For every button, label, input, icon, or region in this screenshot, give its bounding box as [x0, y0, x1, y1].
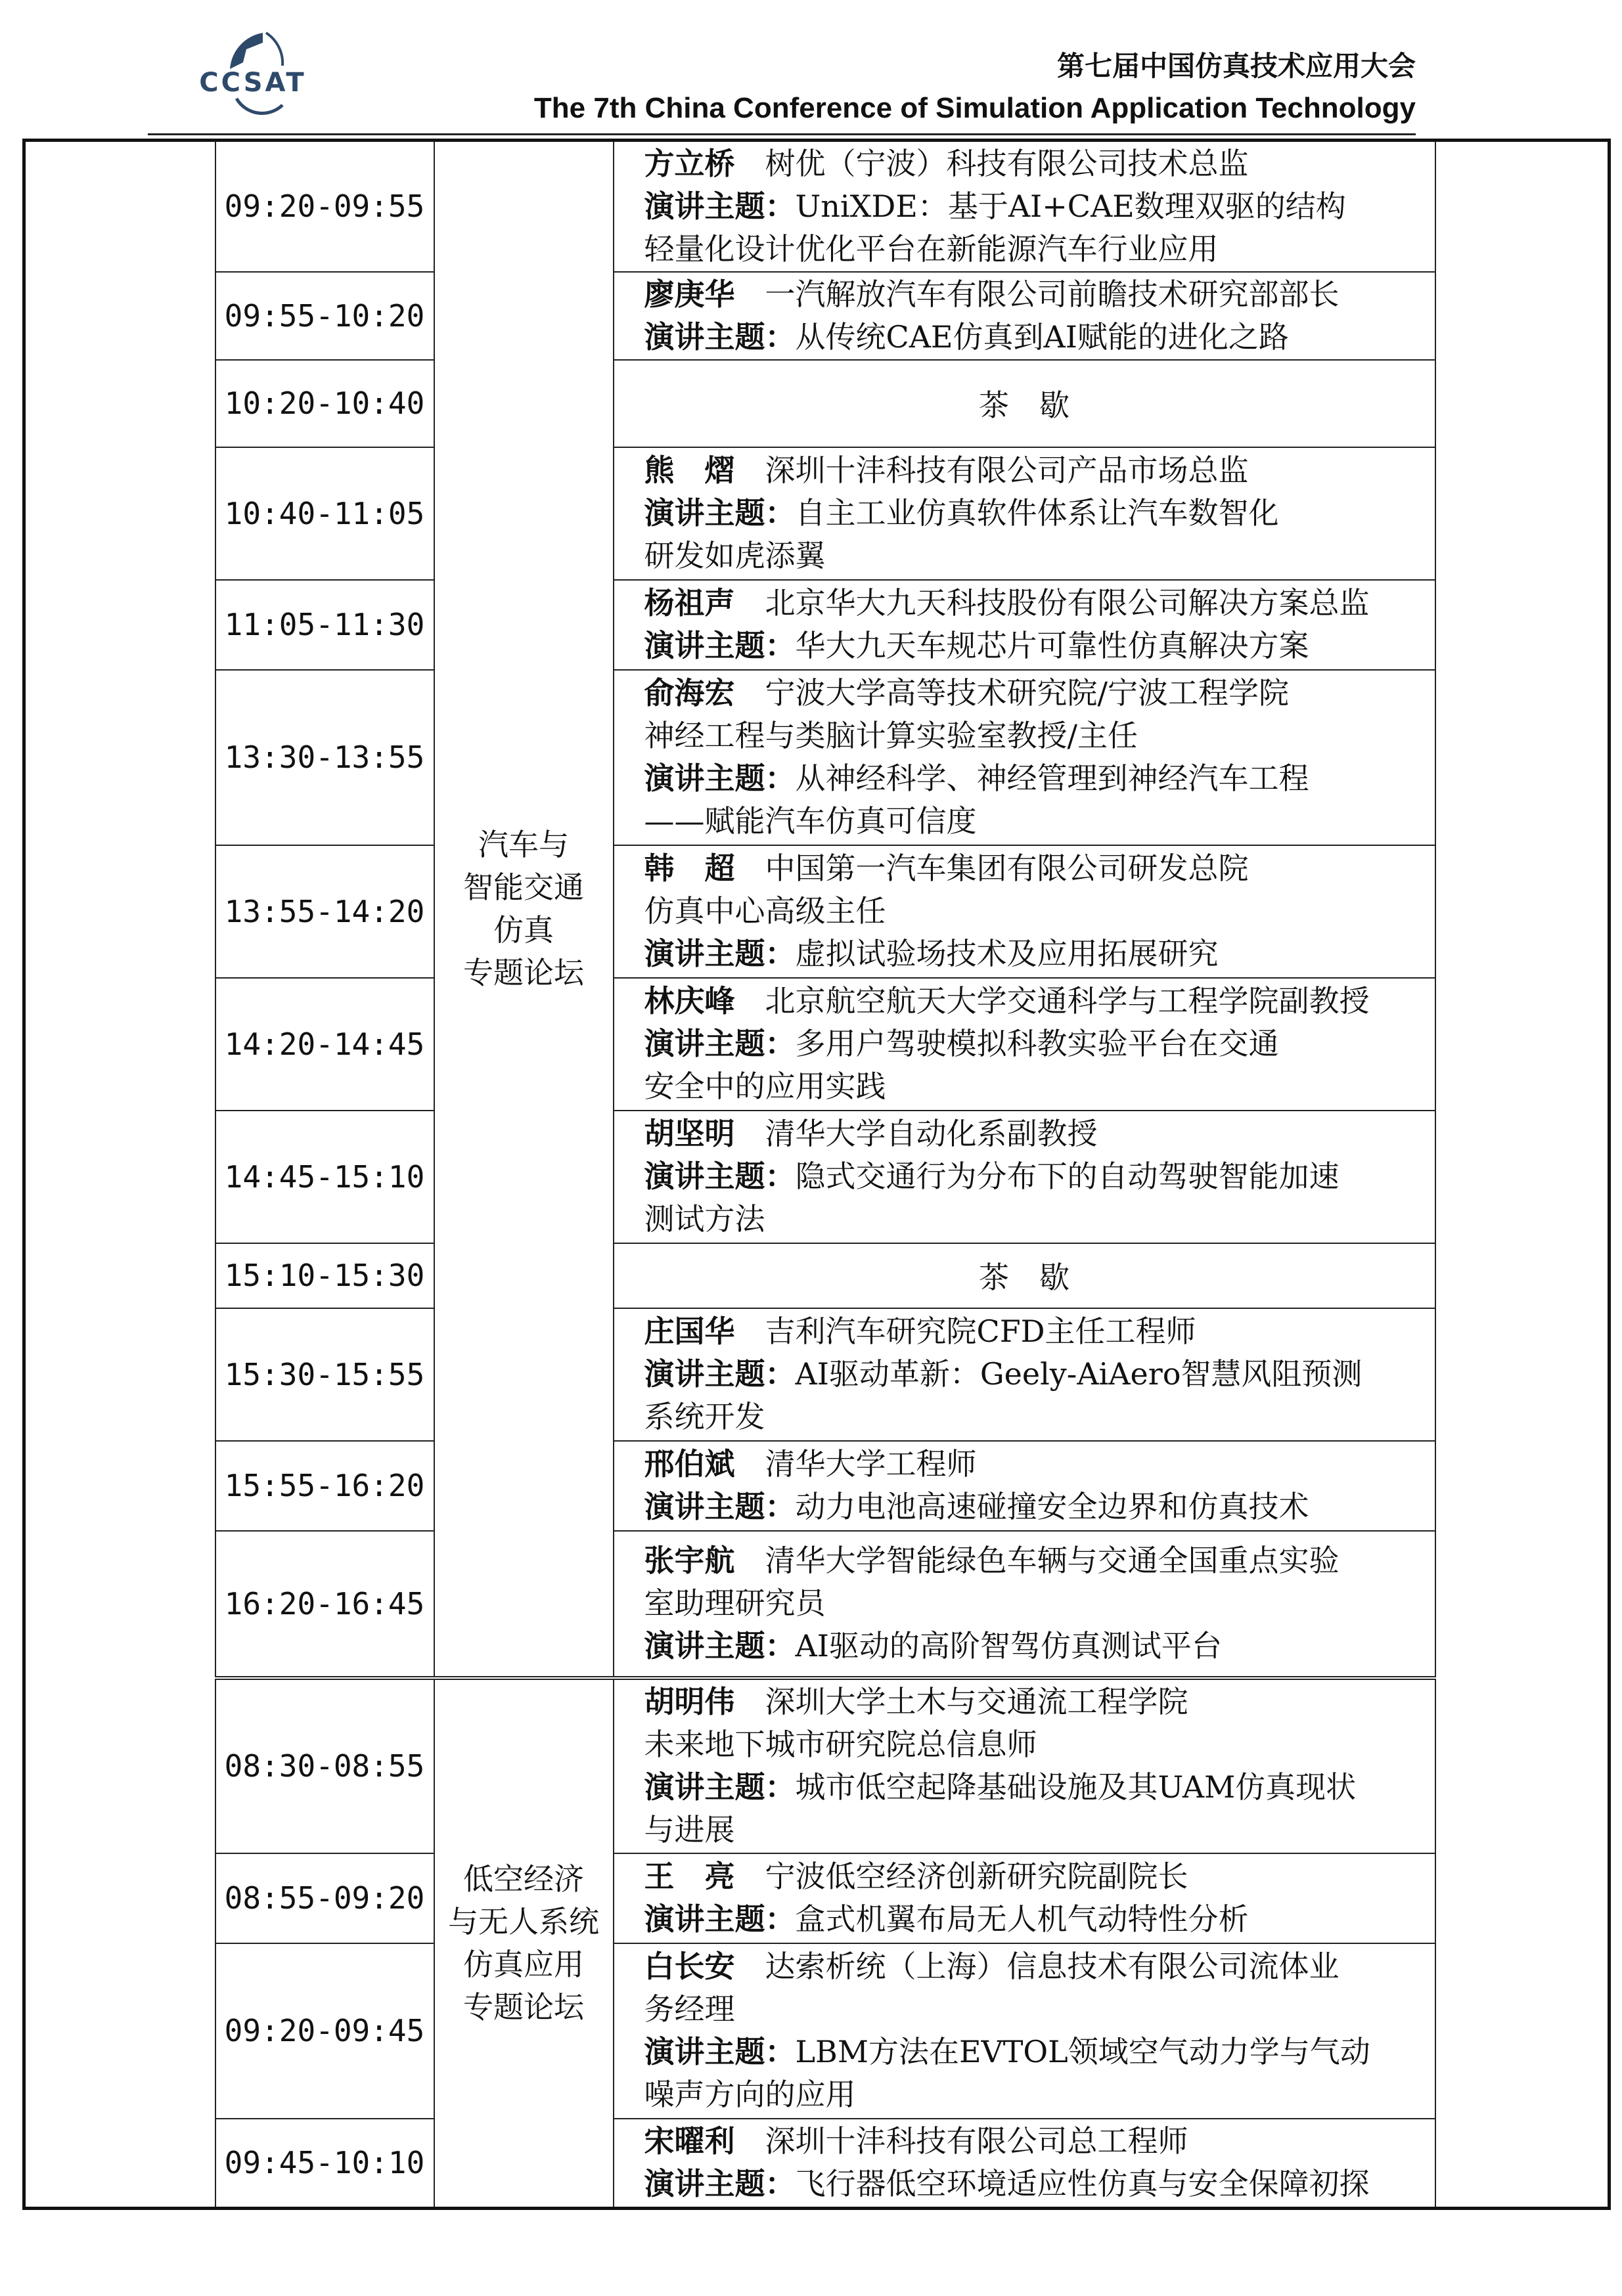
- forum-topic-line: 汽车与: [478, 826, 569, 862]
- table-row: [24, 1853, 1610, 1943]
- talk-text: 神经工程与类脑计算实验室教授/主任: [644, 718, 1138, 753]
- table-row: [24, 141, 1610, 272]
- ccsat-logo: [184, 30, 322, 115]
- talk-text: 自主工业仿真软件体系让汽车数智化: [795, 495, 1279, 531]
- talk-line: [644, 800, 1422, 843]
- speaker-affiliation: 深圳十沣科技有限公司总工程师: [765, 2123, 1188, 2159]
- talk-cell: [614, 1308, 1435, 1441]
- talk-line: [644, 672, 1422, 715]
- time-cell: 09:45-10:10: [215, 2119, 434, 2209]
- time-cell: 16:20-16:45: [215, 1531, 434, 1678]
- talk-text: 虚拟试验场技术及应用拓展研究: [795, 936, 1219, 971]
- talk-cell: [614, 1853, 1435, 1943]
- speaker-affiliation: 中国第一汽车集团有限公司研发总院: [765, 850, 1249, 886]
- speaker-name: 张宇航: [644, 1543, 735, 1578]
- talk-line: [644, 535, 1422, 577]
- talk-line: [644, 273, 1422, 316]
- talk-line: [644, 1988, 1422, 2031]
- time-cell: 08:30-08:55: [215, 1678, 434, 1853]
- talk-text: 安全中的应用实践: [644, 1069, 886, 1104]
- talk-text: AI驱动革新：Geely-AiAero智慧风阻预测: [795, 1356, 1363, 1392]
- talk-title-label: 演讲主题：: [644, 1026, 796, 1061]
- talk-text: 轻量化设计优化平台在新能源汽车行业应用: [644, 231, 1219, 267]
- talk-cell: [614, 978, 1435, 1111]
- talk-line: [644, 1809, 1422, 1851]
- table-row: [24, 1441, 1610, 1531]
- talk-text: 室助理研究员: [644, 1585, 826, 1621]
- time-cell: 08:55-09:20: [215, 1853, 434, 1943]
- table-row: [24, 1243, 1610, 1308]
- talk-title-label: 演讲主题：: [644, 2166, 796, 2202]
- talk-line: [644, 449, 1422, 492]
- talk-line: [644, 1582, 1422, 1625]
- talk-line: [644, 1443, 1422, 1486]
- talk-cell: [614, 141, 1435, 272]
- talk-line: [644, 582, 1422, 625]
- forum-topic-line: 专题论坛: [463, 954, 584, 990]
- talk-line: [644, 1353, 1422, 1396]
- time-cell: 14:20-14:45: [215, 978, 434, 1111]
- talk-cell: [614, 447, 1435, 580]
- table-row: [24, 360, 1610, 447]
- talk-cell: [614, 272, 1435, 360]
- speaker-affiliation: 达索析统（上海）信息技术有限公司流体业: [765, 1949, 1340, 1984]
- talk-text: 从神经科学、神经管理到神经汽车工程: [795, 761, 1309, 796]
- talk-text: 从传统CAE仿真到AI赋能的进化之路: [795, 319, 1289, 355]
- table-row: [24, 447, 1610, 580]
- talk-line: [644, 1396, 1422, 1438]
- talk-cell: [614, 580, 1435, 670]
- speaker-name: 胡坚明: [644, 1116, 735, 1151]
- talk-line: [644, 1065, 1422, 1108]
- talk-title-label: 演讲主题：: [644, 2034, 796, 2069]
- speaker-affiliation: 深圳大学土木与交通流工程学院: [765, 1684, 1188, 1719]
- talk-text: 测试方法: [644, 1201, 765, 1237]
- talk-line: [644, 492, 1422, 535]
- talk-text: UniXDE：基于AI+CAE数理双驱的结构: [795, 188, 1346, 224]
- time-cell: 13:55-14:20: [215, 845, 434, 978]
- talk-line: [644, 1681, 1422, 1723]
- talk-text: 城市低空起降基础设施及其UAM仿真现状: [795, 1769, 1357, 1805]
- talk-line: [644, 625, 1422, 667]
- talk-title-label: 演讲主题：: [644, 319, 796, 355]
- talk-text: 隐式交通行为分布下的自动驾驶智能加速: [795, 1159, 1340, 1194]
- time-cell: 09:20-09:45: [215, 1943, 434, 2119]
- talk-cell: [614, 1441, 1435, 1531]
- table-row: [24, 1308, 1610, 1441]
- talk-line: [644, 1855, 1422, 1898]
- talk-text: ——赋能汽车仿真可信度: [644, 803, 977, 839]
- talk-line: [644, 1486, 1422, 1528]
- forum-topic-line: 低空经济: [463, 1861, 584, 1897]
- speaker-name: 方立桥: [644, 145, 735, 181]
- speaker-affiliation: 一汽解放汽车有限公司前瞻技术研究部部长: [765, 276, 1340, 312]
- conference-title-cn: 第七届中国仿真技术应用大会: [1056, 50, 1416, 82]
- speaker-name: 廖庚华: [644, 276, 735, 312]
- left-blank-column: [24, 141, 215, 2209]
- schedule-table: [22, 139, 1611, 2210]
- talk-cell: [614, 1678, 1435, 1853]
- talk-text: 噪声方向的应用: [644, 2077, 856, 2112]
- table-row: [24, 2119, 1610, 2209]
- speaker-name: 宋曜利: [644, 2123, 735, 2159]
- talk-text: 仿真中心高级主任: [644, 893, 886, 929]
- talk-cell: [614, 2119, 1435, 2209]
- time-cell: 15:30-15:55: [215, 1308, 434, 1441]
- talk-line: [644, 2073, 1422, 2116]
- time-cell: 09:55-10:20: [215, 272, 434, 360]
- time-cell: 15:10-15:30: [215, 1243, 434, 1308]
- table-row: [24, 1531, 1610, 1678]
- talk-text: AI驱动的高阶智驾仿真测试平台: [795, 1628, 1222, 1664]
- speaker-name: 庄国华: [644, 1314, 735, 1349]
- conference-title-en: The 7th China Conference of Simulation Application Technology: [533, 92, 1416, 124]
- talk-cell: [614, 670, 1435, 845]
- talk-cell: [614, 1111, 1435, 1243]
- talk-title-label: 演讲主题：: [644, 1489, 796, 1524]
- speaker-affiliation: 吉利汽车研究院CFD主任工程师: [765, 1314, 1196, 1349]
- speaker-affiliation: 宁波低空经济创新研究院副院长: [765, 1859, 1188, 1894]
- talk-title-label: 演讲主题：: [644, 1356, 796, 1392]
- forum-topic-line: 仿真应用: [463, 1946, 584, 1982]
- talk-line: [644, 1539, 1422, 1582]
- talk-line: [644, 1198, 1422, 1241]
- forum-topic-cell: [434, 1678, 614, 2209]
- speaker-affiliation: 北京华大九天科技股份有限公司解决方案总监: [765, 585, 1370, 621]
- speaker-name: 韩 超: [644, 850, 735, 886]
- logo-text: CCSAT: [199, 68, 307, 98]
- talk-line: [644, 1898, 1422, 1941]
- speaker-name: 杨祖声: [644, 585, 735, 621]
- talk-line: [644, 980, 1422, 1023]
- tea-break-cell: 茶 歇: [614, 1243, 1435, 1308]
- talk-line: [644, 1310, 1422, 1353]
- table-row: [24, 978, 1610, 1111]
- talk-text: 系统开发: [644, 1399, 765, 1434]
- time-cell: 13:30-13:55: [215, 670, 434, 845]
- talk-line: [644, 1155, 1422, 1198]
- table-row: [24, 1678, 1610, 1853]
- forum-topic-line: 智能交通: [463, 869, 584, 905]
- talk-title-label: 演讲主题：: [644, 495, 796, 531]
- talk-line: [644, 757, 1422, 800]
- talk-line: [644, 316, 1422, 359]
- talk-line: [644, 1625, 1422, 1667]
- talk-cell: [614, 1943, 1435, 2119]
- talk-text: 研发如虎添翼: [644, 538, 826, 573]
- talk-line: [644, 2120, 1422, 2163]
- talk-cell: [614, 845, 1435, 978]
- talk-title-label: 演讲主题：: [644, 188, 796, 224]
- talk-line: [644, 1023, 1422, 1065]
- speaker-affiliation: 树优（宁波）科技有限公司技术总监: [765, 145, 1249, 181]
- speaker-affiliation: 清华大学自动化系副教授: [765, 1116, 1098, 1151]
- table-row: [24, 845, 1610, 978]
- talk-line: [644, 933, 1422, 975]
- table-row: [24, 272, 1610, 360]
- speaker-affiliation: 宁波大学高等技术研究院/宁波工程学院: [765, 675, 1289, 711]
- speaker-affiliation: 清华大学工程师: [765, 1446, 977, 1482]
- forum-topic-line: 与无人系统: [448, 1903, 599, 1939]
- time-cell: 15:55-16:20: [215, 1441, 434, 1531]
- talk-title-label: 演讲主题：: [644, 628, 796, 663]
- talk-text: 多用户驾驶模拟科教实验平台在交通: [795, 1026, 1279, 1061]
- talk-text: 华大九天车规芯片可靠性仿真解决方案: [795, 628, 1309, 663]
- talk-line: [644, 143, 1422, 185]
- talk-cell: [614, 1531, 1435, 1678]
- time-cell: 10:20-10:40: [215, 360, 434, 447]
- talk-title-label: 演讲主题：: [644, 1769, 796, 1805]
- speaker-affiliation: 北京航空航天大学交通科学与工程学院副教授: [765, 983, 1370, 1019]
- speaker-name: 林庆峰: [644, 983, 735, 1019]
- talk-line: [644, 1113, 1422, 1155]
- header-divider: [148, 133, 1416, 135]
- talk-text: 飞行器低空环境适应性仿真与安全保障初探: [795, 2166, 1370, 2202]
- tea-break-cell: 茶 歇: [614, 360, 1435, 447]
- talk-line: [644, 1723, 1422, 1766]
- right-blank-column: [1435, 141, 1610, 2209]
- talk-line: [644, 847, 1422, 890]
- talk-text: 与进展: [644, 1812, 735, 1847]
- talk-text: LBM方法在EVTOL领域空气动力学与气动: [795, 2034, 1370, 2069]
- time-cell: 09:20-09:55: [215, 141, 434, 272]
- speaker-name: 俞海宏: [644, 675, 735, 711]
- talk-line: [644, 185, 1422, 228]
- speaker-name: 白长安: [644, 1949, 735, 1984]
- talk-text: 未来地下城市研究院总信息师: [644, 1727, 1037, 1762]
- talk-line: [644, 715, 1422, 757]
- forum-topic-cell: [434, 141, 614, 1678]
- talk-title-label: 演讲主题：: [644, 1901, 796, 1937]
- table-row: [24, 1943, 1610, 2119]
- talk-line: [644, 1945, 1422, 1988]
- talk-line: [644, 2163, 1422, 2205]
- table-row: [24, 1111, 1610, 1243]
- table-row: [24, 670, 1610, 845]
- time-cell: 11:05-11:30: [215, 580, 434, 670]
- speaker-name: 熊 熠: [644, 453, 735, 488]
- talk-title-label: 演讲主题：: [644, 1159, 796, 1194]
- talk-text: 盒式机翼布局无人机气动特性分析: [795, 1901, 1249, 1937]
- talk-line: [644, 2031, 1422, 2073]
- talk-title-label: 演讲主题：: [644, 936, 796, 971]
- speaker-affiliation: 清华大学智能绿色车辆与交通全国重点实验: [765, 1543, 1340, 1578]
- speaker-name: 邢伯斌: [644, 1446, 735, 1482]
- time-cell: 10:40-11:05: [215, 447, 434, 580]
- speaker-affiliation: 深圳十沣科技有限公司产品市场总监: [765, 453, 1249, 488]
- forum-topic-line: 仿真: [493, 912, 554, 948]
- talk-line: [644, 890, 1422, 933]
- forum-topic-line: 专题论坛: [463, 1989, 584, 2025]
- talk-line: [644, 1766, 1422, 1809]
- talk-text: 务经理: [644, 1991, 735, 2027]
- talk-text: 动力电池高速碰撞安全边界和仿真技术: [795, 1489, 1309, 1524]
- time-cell: 14:45-15:10: [215, 1111, 434, 1243]
- speaker-name: 胡明伟: [644, 1684, 735, 1719]
- talk-title-label: 演讲主题：: [644, 761, 796, 796]
- speaker-name: 王 亮: [644, 1859, 735, 1894]
- talk-title-label: 演讲主题：: [644, 1628, 796, 1664]
- table-row: [24, 580, 1610, 670]
- talk-line: [644, 228, 1422, 271]
